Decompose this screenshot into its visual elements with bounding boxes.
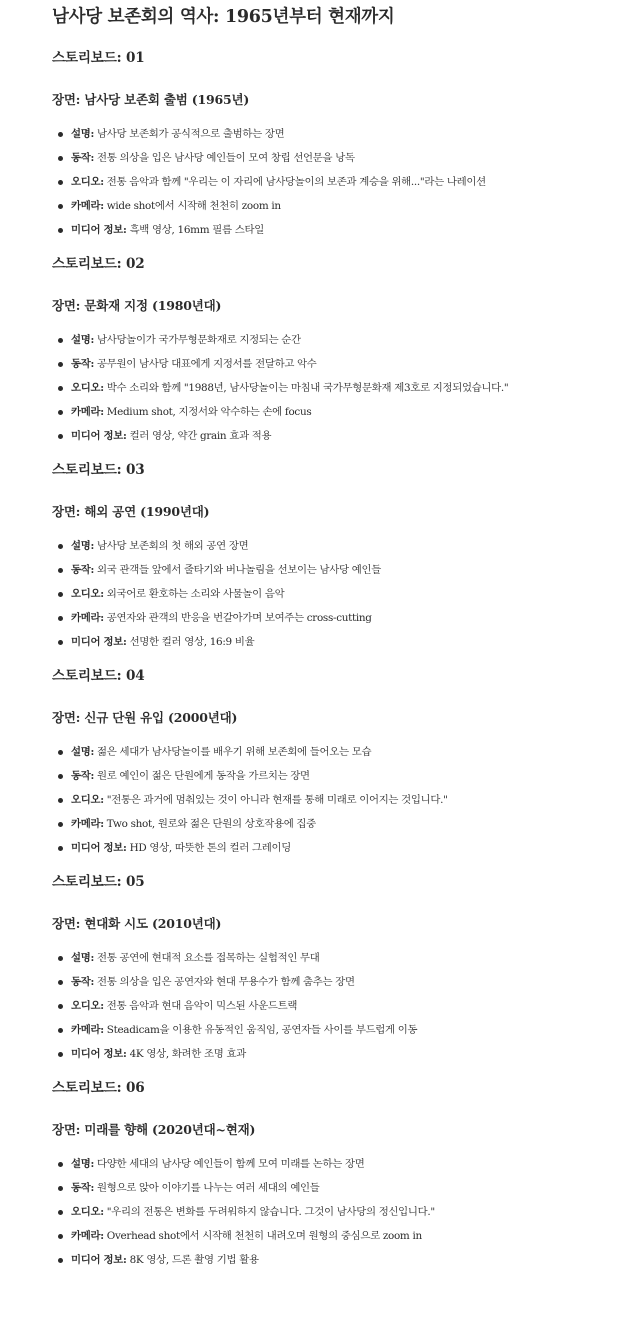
storyboard-section — [52, 664, 613, 857]
item-label: 오디오: — [71, 794, 104, 806]
item-text: 외국 관객들 앞에서 줄타기와 버나놀림을 선보이는 남사당 예인들 — [97, 564, 381, 576]
item-text: 외국어로 환호하는 소리와 사물놀이 음악 — [106, 588, 285, 600]
item-text: 8K 영상, 드론 촬영 기법 활용 — [129, 1254, 259, 1266]
list-item — [52, 1251, 613, 1269]
item-label: 미디어 정보: — [71, 636, 127, 648]
bullet-icon — [58, 132, 63, 137]
bullet-icon — [58, 980, 63, 985]
item-text: Medium shot, 지정서와 악수하는 손에 focus — [106, 406, 312, 418]
list-item — [52, 537, 613, 555]
bullet-icon — [58, 434, 63, 439]
item-text: 남사당 보존회의 첫 해외 공연 장면 — [97, 540, 249, 552]
bullet-icon — [58, 822, 63, 827]
bullet-icon — [58, 750, 63, 755]
item-label: 동작: — [71, 770, 95, 782]
bullet-icon — [58, 180, 63, 185]
scene-heading: 장면: 문화재 지정 (1980년대) — [52, 298, 222, 313]
item-label: 미디어 정보: — [71, 842, 127, 854]
item-label: 동작: — [71, 152, 95, 164]
item-text: 젊은 세대가 남사당놀이를 배우기 위해 보존회에 들어오는 모습 — [97, 746, 372, 758]
item-label: 카메라: — [71, 818, 104, 830]
bullet-icon — [58, 544, 63, 549]
item-text: 원형으로 앉아 이야기를 나누는 여러 세대의 예인들 — [97, 1182, 320, 1194]
scene-heading: 장면: 해외 공연 (1990년대) — [52, 504, 210, 519]
list-item — [52, 427, 613, 445]
scene-heading: 장면: 현대화 시도 (2010년대) — [52, 916, 222, 931]
item-label: 오디오: — [71, 382, 104, 394]
item-text: 전통 음악과 현대 음악이 믹스된 사운드트랙 — [106, 1000, 298, 1012]
list-item — [52, 973, 613, 991]
item-label: 카메라: — [71, 1230, 104, 1242]
item-text: 다양한 세대의 남사당 예인들이 함께 모여 미래를 논하는 장면 — [97, 1158, 365, 1170]
page-title: 남사당 보존회의 역사: 1965년부터 현재까지 — [52, 7, 395, 27]
item-text: 공무원이 남사당 대표에게 지정서를 전달하고 악수 — [97, 358, 317, 370]
bullet-icon — [58, 362, 63, 367]
item-text: Two shot, 원로와 젊은 단원의 상호작용에 집중 — [106, 818, 316, 830]
item-label: 동작: — [71, 564, 95, 576]
bullet-icon — [58, 156, 63, 161]
item-text: 전통 공연에 현대적 요소를 접목하는 실험적인 무대 — [97, 952, 320, 964]
item-label: 카메라: — [71, 200, 104, 212]
bullet-icon — [58, 1162, 63, 1167]
bullet-icon — [58, 1004, 63, 1009]
storyboard-detail-list — [52, 949, 613, 1063]
list-item — [52, 331, 613, 349]
storyboard-detail-list — [52, 331, 613, 445]
bullet-icon — [58, 956, 63, 961]
list-item — [52, 221, 613, 239]
bullet-icon — [58, 1258, 63, 1263]
storyboard-section — [52, 46, 613, 239]
item-label: 미디어 정보: — [71, 430, 127, 442]
item-label: 설명: — [71, 334, 95, 346]
bullet-icon — [58, 616, 63, 621]
storyboard-heading: 스토리보드: 02 — [52, 256, 145, 272]
storyboard-section — [52, 252, 613, 445]
item-text: 4K 영상, 화려한 조명 효과 — [129, 1048, 246, 1060]
item-text: 원로 예인이 젊은 단원에게 동작을 가르치는 장면 — [97, 770, 310, 782]
bullet-icon — [58, 1028, 63, 1033]
list-item — [52, 609, 613, 627]
item-label: 카메라: — [71, 406, 104, 418]
list-item — [52, 173, 613, 191]
bullet-icon — [58, 1186, 63, 1191]
item-text: "전통은 과거에 멈춰있는 것이 아니라 현재를 통해 미래로 이어지는 것입니다." — [106, 794, 448, 806]
storyboard-heading: 스토리보드: 05 — [52, 874, 145, 890]
item-label: 오디오: — [71, 1000, 104, 1012]
storyboard-detail-list — [52, 537, 613, 651]
item-text: 흑백 영상, 16mm 필름 스타일 — [129, 224, 264, 236]
item-text: 선명한 컬러 영상, 16:9 비율 — [129, 636, 255, 648]
bullet-icon — [58, 798, 63, 803]
storyboard-detail-list — [52, 1155, 613, 1269]
list-item — [52, 403, 613, 421]
scene-heading: 장면: 미래를 향해 (2020년대~현재) — [52, 1122, 256, 1137]
bullet-icon — [58, 410, 63, 415]
list-item — [52, 379, 613, 397]
bullet-icon — [58, 568, 63, 573]
list-item — [52, 997, 613, 1015]
bullet-icon — [58, 338, 63, 343]
item-text: 컬러 영상, 약간 grain 효과 적용 — [129, 430, 272, 442]
bullet-icon — [58, 204, 63, 209]
item-label: 설명: — [71, 128, 95, 140]
item-text: "우리의 전통은 변화를 두려워하지 않습니다. 그것이 남사당의 정신입니다." — [106, 1206, 435, 1218]
list-item — [52, 355, 613, 373]
bullet-icon — [58, 1234, 63, 1239]
list-item — [52, 1179, 613, 1197]
item-label: 미디어 정보: — [71, 1048, 127, 1060]
storyboard-detail-list — [52, 743, 613, 857]
list-item — [52, 585, 613, 603]
bullet-icon — [58, 774, 63, 779]
bullet-icon — [58, 228, 63, 233]
item-text: 남사당 보존회가 공식적으로 출범하는 장면 — [97, 128, 285, 140]
list-item — [52, 1155, 613, 1173]
storyboard-detail-list — [52, 125, 613, 239]
storyboard-section — [52, 458, 613, 651]
list-item — [52, 791, 613, 809]
item-label: 카메라: — [71, 612, 104, 624]
storyboard-heading: 스토리보드: 03 — [52, 462, 145, 478]
storyboard-heading: 스토리보드: 06 — [52, 1080, 145, 1096]
bullet-icon — [58, 592, 63, 597]
list-item — [52, 949, 613, 967]
storyboard-heading: 스토리보드: 04 — [52, 668, 145, 684]
item-text: Steadicam을 이용한 유동적인 움직임, 공연자들 사이를 부드럽게 이동 — [106, 1024, 418, 1036]
item-label: 오디오: — [71, 588, 104, 600]
item-text: wide shot에서 시작해 천천히 zoom in — [106, 200, 281, 212]
scene-heading: 장면: 남사당 보존회 출범 (1965년) — [52, 92, 250, 107]
list-item — [52, 633, 613, 651]
list-item — [52, 839, 613, 857]
item-text: 남사당놀이가 국가무형문화재로 지정되는 순간 — [97, 334, 301, 346]
item-label: 설명: — [71, 952, 95, 964]
item-label: 미디어 정보: — [71, 224, 127, 236]
storyboard-heading: 스토리보드: 01 — [52, 50, 145, 66]
list-item — [52, 149, 613, 167]
list-item — [52, 197, 613, 215]
bullet-icon — [58, 846, 63, 851]
storyboard-section — [52, 870, 613, 1063]
item-text: Overhead shot에서 시작해 천천히 내려오며 원형의 중심으로 zoom in — [106, 1230, 422, 1242]
item-label: 설명: — [71, 1158, 95, 1170]
item-text: 전통 의상을 입은 공연자와 현대 무용수가 함께 춤추는 장면 — [97, 976, 355, 988]
item-text: 박수 소리와 함께 "1988년, 남사당놀이는 마침내 국가무형문화재 제3호로 지정되었습니다." — [106, 382, 509, 394]
item-label: 카메라: — [71, 1024, 104, 1036]
list-item — [52, 815, 613, 833]
bullet-icon — [58, 386, 63, 391]
list-item — [52, 125, 613, 143]
item-label: 동작: — [71, 358, 95, 370]
list-item — [52, 1045, 613, 1063]
scene-heading: 장면: 신규 단원 유입 (2000년대) — [52, 710, 238, 725]
list-item — [52, 561, 613, 579]
list-item — [52, 1203, 613, 1221]
list-item — [52, 1021, 613, 1039]
item-label: 설명: — [71, 540, 95, 552]
item-label: 오디오: — [71, 176, 104, 188]
item-text: 공연자와 관객의 반응을 번갈아가며 보여주는 cross-cutting — [106, 612, 372, 624]
list-item — [52, 1227, 613, 1245]
bullet-icon — [58, 1210, 63, 1215]
item-label: 동작: — [71, 976, 95, 988]
list-item — [52, 743, 613, 761]
bullet-icon — [58, 1052, 63, 1057]
list-item — [52, 767, 613, 785]
bullet-icon — [58, 640, 63, 645]
item-text: HD 영상, 따뜻한 톤의 컬러 그레이딩 — [129, 842, 291, 854]
item-label: 동작: — [71, 1182, 95, 1194]
item-label: 오디오: — [71, 1206, 104, 1218]
item-text: 전통 음악과 함께 "우리는 이 자리에 남사당놀이의 보존과 계승을 위해..."라는 나레이션 — [106, 176, 486, 188]
item-label: 미디어 정보: — [71, 1254, 127, 1266]
item-text: 전통 의상을 입은 남사당 예인들이 모여 창립 선언문을 낭독 — [97, 152, 355, 164]
storyboard-section — [52, 1076, 613, 1269]
item-label: 설명: — [71, 746, 95, 758]
